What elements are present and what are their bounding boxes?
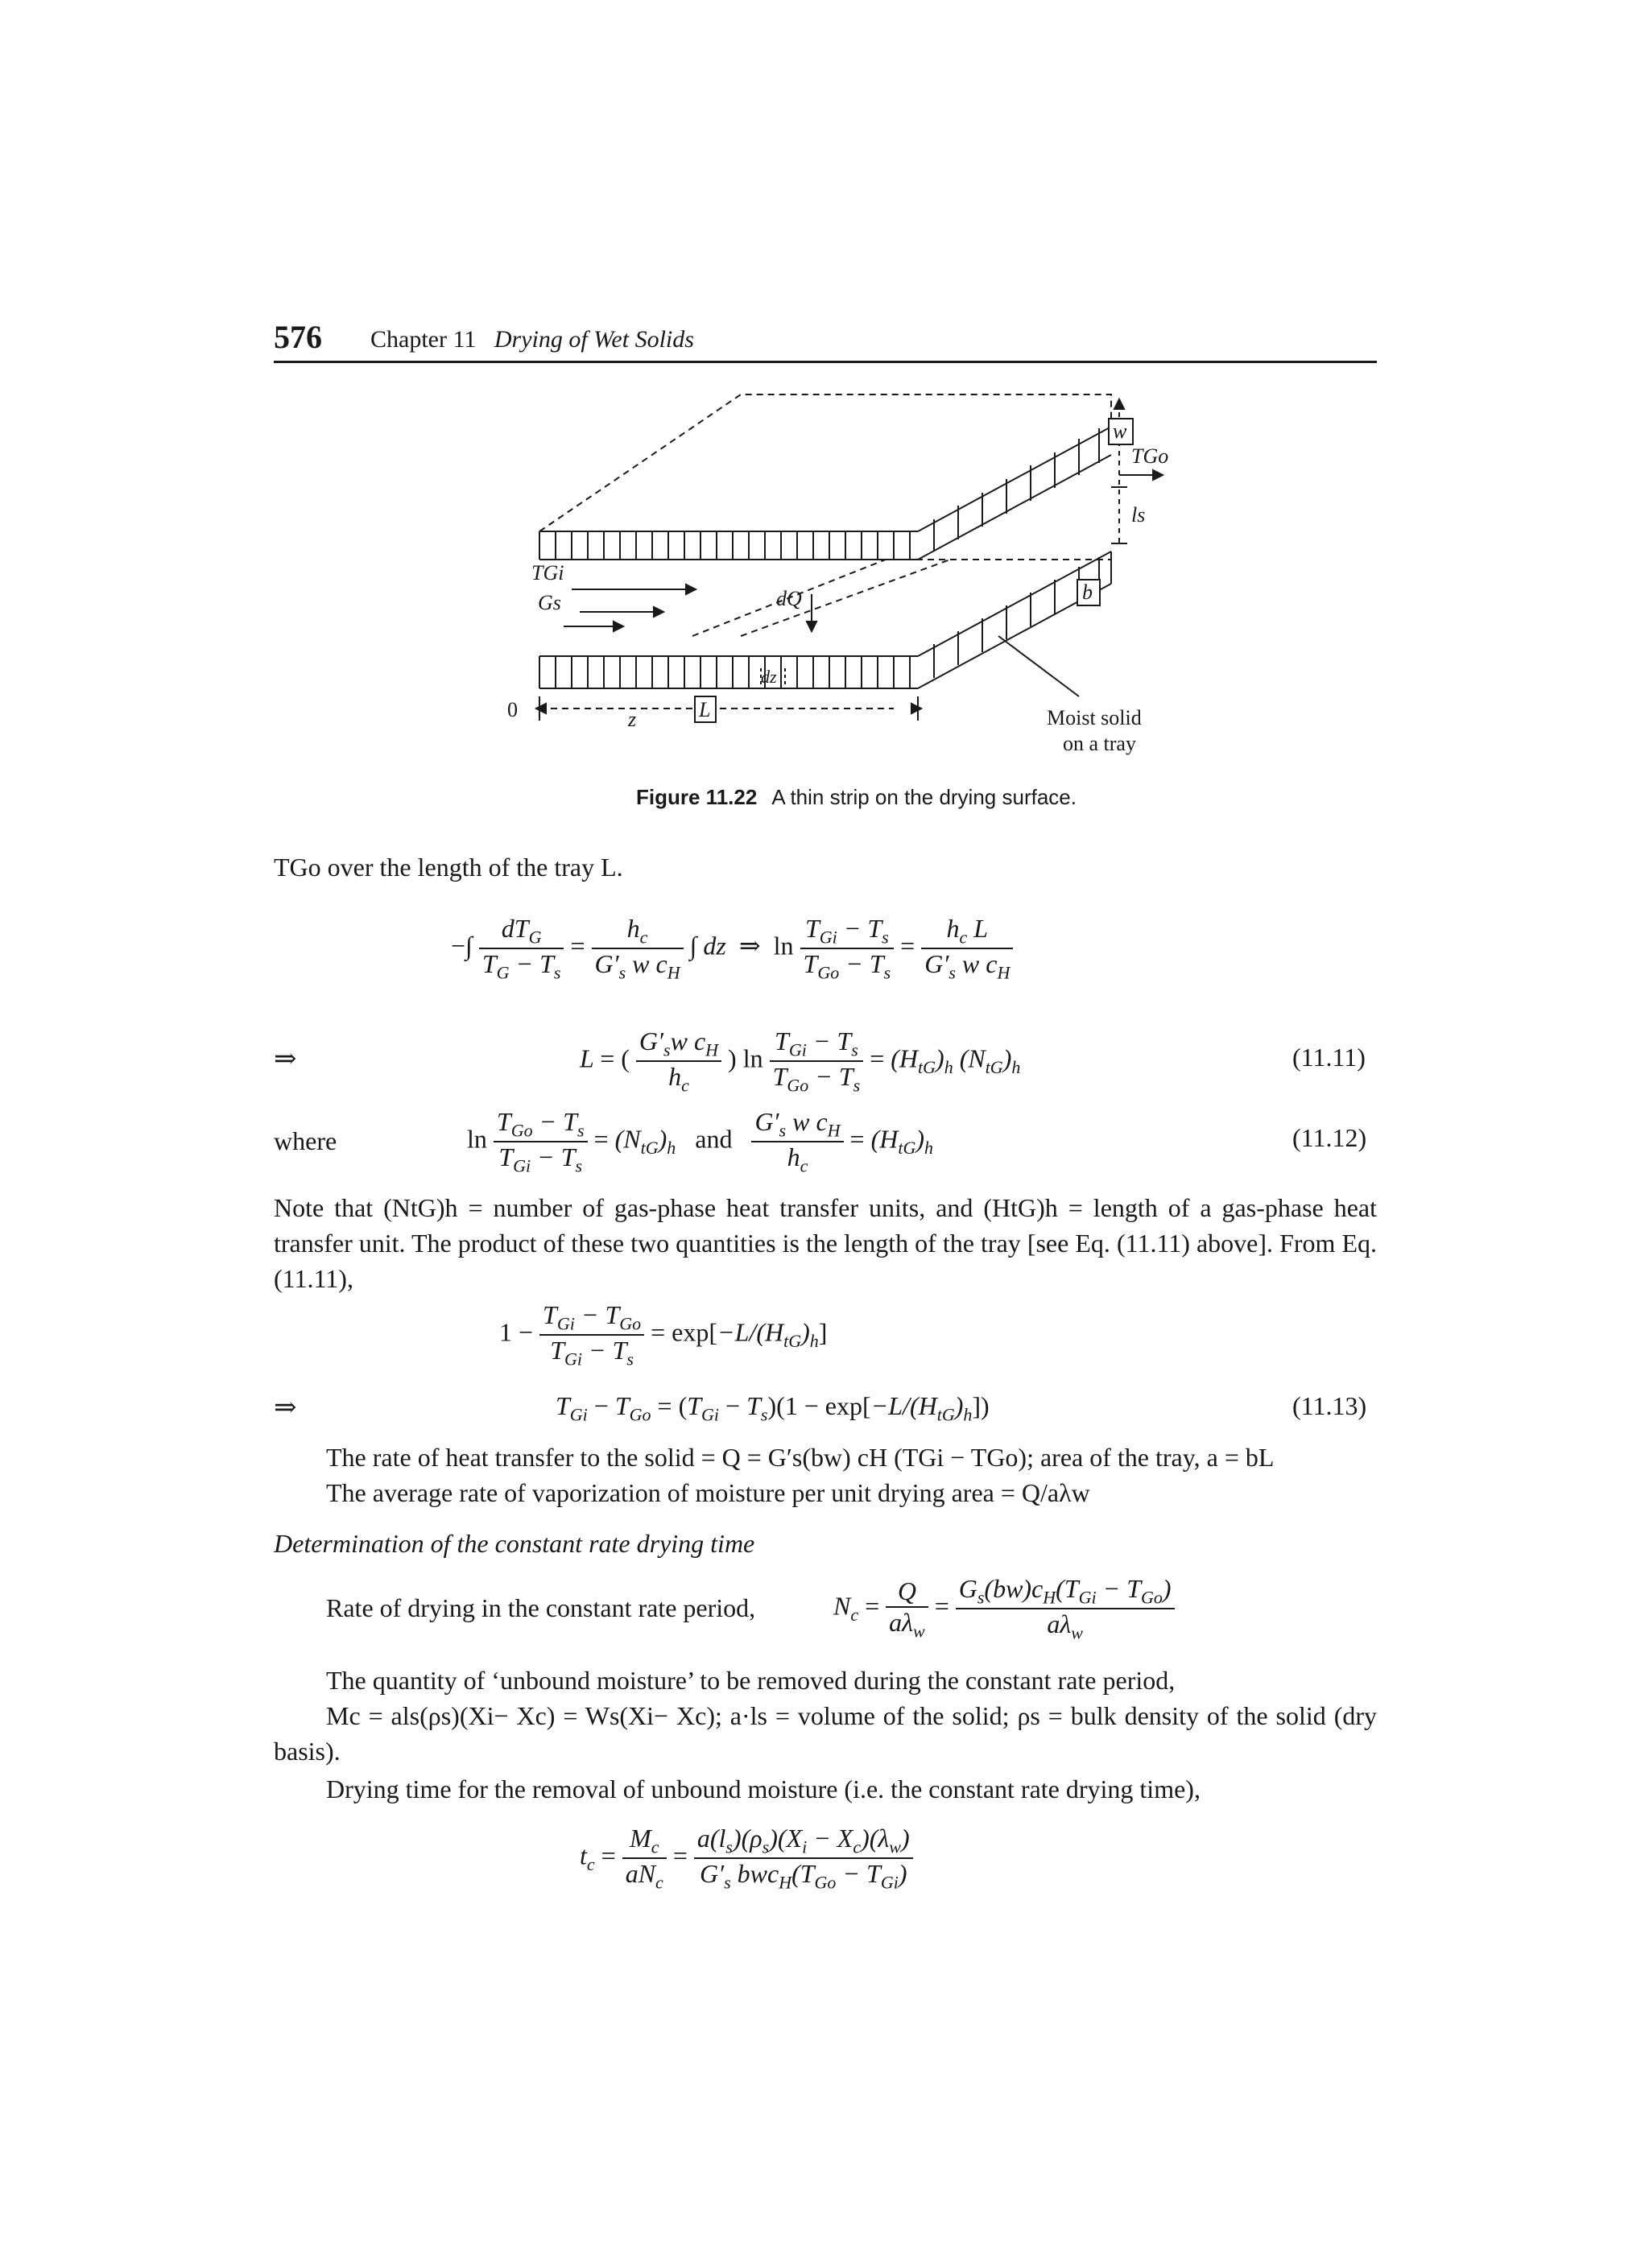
lower-tray bbox=[539, 552, 1111, 688]
tgi-label: TGi bbox=[531, 561, 564, 585]
gs-label: Gs bbox=[538, 591, 561, 614]
implies-1: ⇒ bbox=[274, 1044, 297, 1074]
eq-exp: 1 − $\frac{T_{Gi} - T_{Go}}{T_{Gi} - T_s}$ = $\exp[-L/(H_{tG})_h]$ bbox=[499, 1300, 828, 1369]
heat-rate-text: The rate of heat transfer to the solid = Q = G′s(bw) cH (TGi − TGo); area of the tray, a = bL bbox=[326, 1443, 1275, 1472]
header-rule bbox=[274, 361, 1377, 363]
ls-label: ls bbox=[1131, 503, 1146, 527]
note-paragraph: Note that (NtG)h = number of gas-phase heat transfer units, and (HtG)h = length of a gas-phase heat transfer unit. The product of these two quantities is the length of the tray [see Eq. (11.11) above]. From Eq. (11.11), bbox=[274, 1193, 1377, 1293]
section-heading: Determination of the constant rate drying time bbox=[274, 1529, 755, 1558]
integral-equation: −∫ $\frac{dT_G}{T_G - T_s}$ = $\frac{h_c}{G'_s w c_H}$ ∫ dz ⇒ ln $\frac{T_{Gi} - T_s}{T_{Go} - T_s}$ = $\frac{h_c L}{G'_s w c_H}$ bbox=[451, 914, 1013, 984]
dq-label: dQ bbox=[776, 587, 802, 610]
upper-plate-outline bbox=[539, 395, 1111, 531]
upper-hatch bbox=[539, 428, 1111, 560]
l-box-label: L bbox=[699, 698, 711, 721]
rate-label: Rate of drying in the constant rate period, bbox=[326, 1593, 756, 1622]
eq-transfer-units: ln $\frac{T_{Go} - T_s}{T_{Gi} - T_s}$ = $(N_{tG})_h$ and $\frac{G'_s w c_H}{h_c}$ = $(H_{tG})_h$ bbox=[467, 1107, 934, 1176]
chapter-label: Chapter 11 Drying of Wet Solids bbox=[370, 326, 694, 353]
moist-label-1: Moist solid bbox=[1047, 706, 1142, 729]
vaporization-text: The average rate of vaporization of moisture per unit drying area = Q/aλw bbox=[326, 1478, 1090, 1507]
eq-number-11-11: (11.11) bbox=[1292, 1043, 1366, 1072]
b-label: b bbox=[1082, 580, 1093, 604]
tray-diagram bbox=[499, 378, 1169, 781]
drying-time-text: Drying time for the removal of unbound moisture (i.e. the constant rate drying time), bbox=[326, 1774, 1201, 1803]
page-number: 576 bbox=[274, 319, 322, 355]
eq-drying-rate: $N_c$ = $\frac{Q}{a\lambda_w}$ = $\frac{G_s(bw)c_H(T_{Gi} - T_{Go})}{a\lambda_w}$ bbox=[833, 1574, 1175, 1644]
eq-drying-time: $t_c$ = $\frac{M_c}{aN_c}$ = $\frac{a(l_s)(\rho_s)(X_i - X_c)(\lambda_w)}{G'_s bwc_H(T_{Go} - T_{Gi})}$ bbox=[580, 1824, 913, 1894]
dz-label: dz bbox=[761, 667, 777, 687]
figure-caption: Figure 11.22 A thin strip on the drying surface. bbox=[636, 785, 1077, 809]
eq-number-11-13: (11.13) bbox=[1292, 1391, 1367, 1420]
zero-label: 0 bbox=[507, 698, 518, 721]
upper-plate-right bbox=[918, 427, 1111, 531]
z-label: z bbox=[628, 708, 637, 731]
implies-2: ⇒ bbox=[274, 1393, 297, 1423]
moist-label-2: on a tray bbox=[1063, 732, 1136, 755]
page-header bbox=[274, 318, 1377, 358]
where-label: where bbox=[274, 1126, 337, 1155]
w-label: w bbox=[1113, 419, 1127, 443]
tgo-label: TGo bbox=[1131, 444, 1169, 468]
eq-tray-length: L = ( $\frac{G'_sw c_H}{h_c}$ ) ln $\frac{T_{Gi} - T_s}{T_{Go} - T_s}$ = $(H_{tG})_h$ $(N_{tG})_h$ bbox=[580, 1027, 1021, 1096]
eq-number-11-12: (11.12) bbox=[1292, 1123, 1367, 1152]
unbound-text-1: The quantity of ‘unbound moisture’ to be removed during the constant rate period, bbox=[326, 1666, 1176, 1695]
eq-temperature-drop: $T_{Gi} - T_{Go} = (T_{Gi} - T_s)(1 - \exp[-L/(H_{tG})_h])$ bbox=[556, 1391, 990, 1425]
unbound-text-2: Mc = als(ρs)(Xi− Xc) = Ws(Xi− Xc); a·ls = volume of the solid; ρs = bulk density of the solid (dry basis). bbox=[274, 1701, 1377, 1766]
intro-text: TGo over the length of the tray L. bbox=[274, 853, 623, 882]
